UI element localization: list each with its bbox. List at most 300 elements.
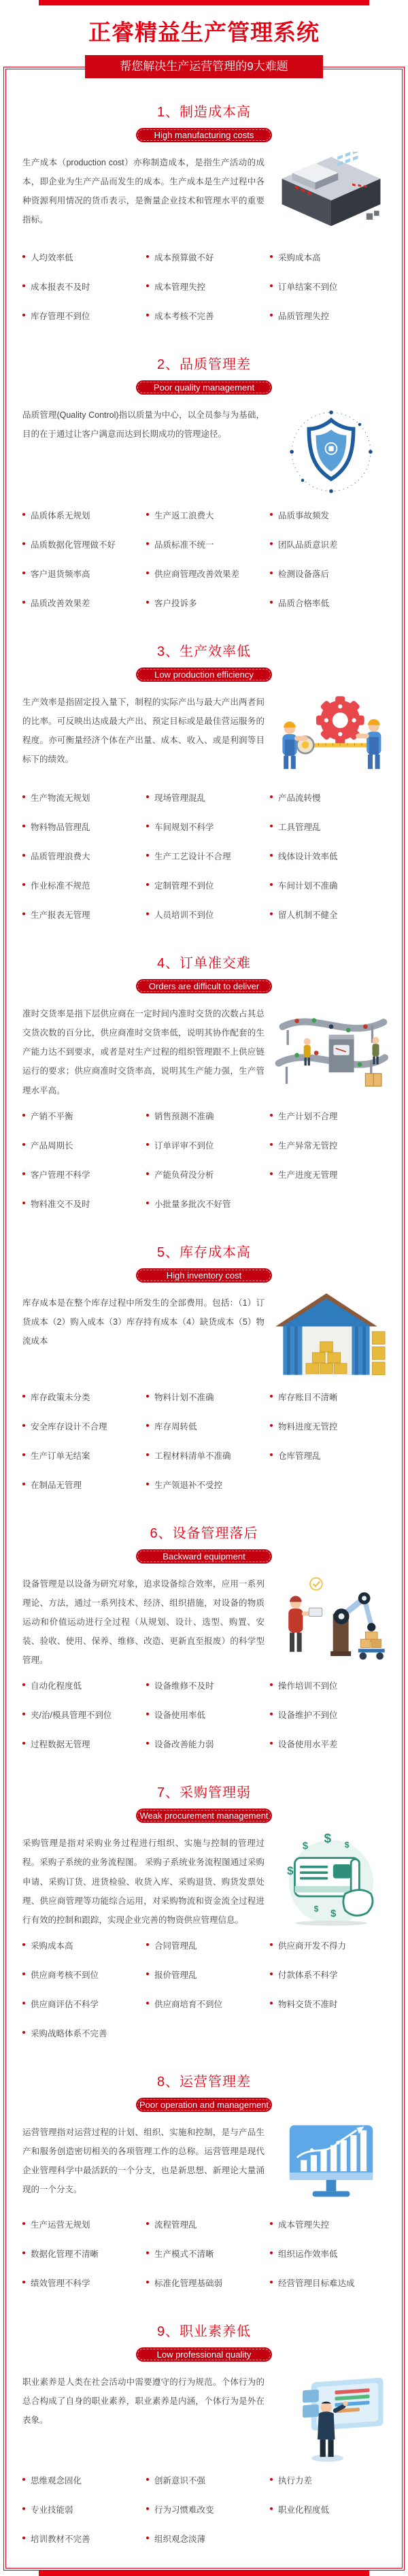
issue-label: 作业标准不规范: [31, 881, 90, 891]
bullet-dot-icon: [146, 1114, 149, 1117]
issue-item: [146, 1168, 266, 1180]
issue-item: [22, 791, 142, 804]
issue-item: [22, 1420, 142, 1432]
issue-item: [146, 879, 266, 891]
section-badge: Weak procurement management: [136, 1809, 272, 1823]
issue-item: [22, 1198, 142, 1210]
issue-item: [146, 1449, 266, 1462]
bullet-dot-icon: [270, 1424, 273, 1427]
bullet-dot-icon: [22, 1172, 25, 1175]
issue-label: 成本管理失控: [278, 2219, 330, 2230]
issue-grid: [14, 499, 394, 609]
issue-label: 采购成本高: [31, 1941, 73, 1951]
bullet-dot-icon: [146, 883, 149, 886]
issue-item: [270, 908, 390, 921]
issue-label: 线体设计效率低: [278, 852, 338, 861]
bullet-dot-icon: [22, 2507, 25, 2510]
issue-label: 生产物流无规划: [31, 793, 90, 803]
section-badge: High inventory cost: [136, 1268, 272, 1283]
bullet-dot-icon: [146, 284, 149, 287]
section-title: 7、采购管理弱: [156, 1785, 252, 1801]
section-title: 5、库存成本高: [156, 1244, 252, 1260]
issue-item: [146, 1391, 266, 1403]
issue-item: [22, 2474, 142, 2486]
issue-item: [22, 1708, 142, 1721]
bullet-dot-icon: [146, 1943, 149, 1946]
section: [14, 952, 394, 1210]
bullet-dot-icon: [270, 2251, 273, 2254]
section-title: 6、设备管理落后: [150, 1525, 258, 1541]
issue-label: 客户退货频率高: [31, 569, 90, 579]
bullet-dot-icon: [22, 1483, 25, 1485]
issue-label: 成本考核不完善: [154, 312, 214, 321]
issue-item: [146, 2503, 266, 2515]
issue-item: [146, 567, 266, 580]
section: [14, 353, 394, 609]
issue-label: 生产订单无结案: [31, 1451, 90, 1461]
issue-label: 生产模式不清晰: [154, 2249, 214, 2259]
bullet-dot-icon: [270, 1395, 273, 1398]
issue-label: 供应商考核不到位: [31, 1970, 99, 1980]
issue-item: [270, 821, 390, 833]
issue-label: 生产计划不合理: [278, 1111, 338, 1121]
issue-label: 品质数据化管理做不好: [31, 540, 116, 550]
svg-text:$: $: [313, 1904, 319, 1914]
bullet-dot-icon: [22, 1683, 25, 1686]
bullet-dot-icon: [146, 1683, 149, 1686]
section-body: [14, 1292, 394, 1381]
bullet-dot-icon: [22, 1395, 25, 1398]
issue-label: 成本报表不及时: [31, 282, 90, 292]
issue-label: 品质管理失控: [278, 312, 330, 321]
warehouse-illustration: [274, 1292, 388, 1381]
issue-item: [22, 850, 142, 862]
content-frame-inner: [5, 69, 403, 2569]
issue-item: [22, 2247, 142, 2260]
issue-item: [22, 2218, 142, 2230]
section-description: 生产成本（production cost）亦称制造成本，是指生产活动的成本，即企业为生产产品而发生的成本。生产成本是生产过程中各种资源利用情况的货币表示，是衡量企业技术和管理水平的重要指标。: [22, 158, 265, 225]
issue-label: 检测设备落后: [278, 569, 330, 579]
issue-label: 报价管理乱: [154, 1970, 197, 1980]
bullet-dot-icon: [146, 2507, 149, 2510]
issue-label: 定制管理不到位: [154, 881, 214, 891]
issue-label: 流程管理乱: [154, 2219, 197, 2230]
issue-label: 付款体系不科学: [278, 1970, 338, 1980]
issue-label: 设备维修不及时: [154, 1681, 214, 1691]
issue-item: [146, 791, 266, 804]
bullet-dot-icon: [270, 2507, 273, 2510]
issue-label: 团队品质意识差: [278, 540, 338, 550]
issue-item: [270, 251, 390, 263]
bullet-dot-icon: [146, 513, 149, 516]
section-description: 库存成本是在整个库存过程中所发生的全部费用。包括：（1）订货成本（2）购入成本（3）库存持有成本（4）缺货成本（5）物流成本: [22, 1298, 265, 1346]
issue-item: [146, 821, 266, 833]
top-accent-bar: [39, 0, 369, 5]
issue-label: 物料准交不及时: [31, 1199, 90, 1209]
issue-item: [146, 1998, 266, 2010]
issue-item: [270, 1998, 390, 2010]
bullet-dot-icon: [22, 1424, 25, 1427]
issue-label: 自动化程度低: [31, 1681, 82, 1691]
issue-item: [270, 2277, 390, 2289]
issue-label: 供应商管理改善效果差: [154, 569, 240, 579]
bullet-dot-icon: [270, 513, 273, 516]
issue-label: 品质合格率低: [278, 599, 330, 608]
chart-monitor-illustration: [274, 2121, 388, 2209]
bullet-dot-icon: [22, 1972, 25, 1975]
bullet-dot-icon: [146, 572, 149, 574]
section-body: [14, 2371, 394, 2464]
issue-label: 产销不平衡: [31, 1111, 73, 1121]
issue-label: 专业技能弱: [31, 2505, 73, 2515]
section-body: [14, 1573, 394, 1670]
section-badge: Backward equipment management: [136, 1549, 272, 1564]
issue-item: [146, 280, 266, 293]
issue-label: 设备使用率低: [154, 1711, 206, 1721]
conveyor-illustration: [274, 1003, 388, 1093]
issue-item: [270, 1139, 390, 1151]
issue-label: 库存管理不到位: [31, 312, 90, 321]
bullet-dot-icon: [146, 1424, 149, 1427]
issue-label: 生产进度无管理: [278, 1170, 338, 1180]
issue-item: [22, 1968, 142, 1981]
issue-label: 思维观念固化: [31, 2475, 82, 2486]
issue-label: 品质事故频发: [278, 511, 330, 521]
issue-label: 供应商开发不得力: [278, 1941, 347, 1951]
payment-card-illustration: [274, 1832, 388, 1928]
issue-item: [146, 1198, 266, 1210]
issue-item: [22, 597, 142, 609]
bullet-dot-icon: [22, 1453, 25, 1456]
issue-item: [270, 1968, 390, 1981]
issue-item: [22, 2532, 142, 2545]
issue-item: [146, 1708, 266, 1721]
issue-label: 创新意识不强: [154, 2475, 206, 2486]
section-badge: High manufacturing costs: [136, 128, 272, 142]
issue-label: 供应商评估不科学: [31, 1999, 99, 2009]
bullet-dot-icon: [270, 314, 273, 316]
bullet-dot-icon: [270, 284, 273, 287]
factory-illustration: [274, 152, 388, 242]
bullet-dot-icon: [22, 2251, 25, 2254]
issue-item: [146, 1110, 266, 1122]
issue-label: 生产领退补不受控: [154, 1480, 223, 1490]
issue-item: [146, 2532, 266, 2545]
issue-item: [22, 2027, 142, 2039]
bullet-dot-icon: [270, 1143, 273, 1146]
bullet-dot-icon: [146, 1172, 149, 1175]
issue-label: 绩效管理不科学: [31, 2278, 90, 2288]
issue-label: 库存周转低: [154, 1421, 197, 1432]
issue-grid: [14, 1381, 394, 1491]
issue-label: 产品流转慢: [278, 793, 321, 803]
issue-label: 物料进度无管控: [278, 1421, 338, 1432]
issue-label: 生产报表无管理: [31, 910, 90, 920]
svg-text:$: $: [344, 1840, 350, 1850]
bullet-dot-icon: [270, 1453, 273, 1456]
bullet-dot-icon: [270, 1742, 273, 1745]
issue-label: 执行力差: [278, 2475, 313, 2486]
bullet-dot-icon: [270, 2281, 273, 2283]
issue-label: 培训教材不完善: [31, 2534, 90, 2544]
issue-label: 销售预测不准确: [154, 1111, 214, 1121]
issue-label: 订单结案不到位: [278, 282, 338, 292]
robot-arm-illustration: [274, 1573, 388, 1666]
issue-item: [270, 850, 390, 862]
bullet-dot-icon: [146, 2281, 149, 2283]
section-body: [14, 1832, 394, 1930]
section-description: 运营管理指对运营过程的计划、组织、实施和控制，是与产品生产和服务创造密切相关的各项管理工作的总称。运营管理是现代企业管理科学中最活跃的一个分支，也是新思想、新理论大量涌现的一个分支。: [22, 2127, 265, 2195]
issue-item: [146, 509, 266, 521]
issue-grid: [14, 1670, 394, 1750]
bullet-dot-icon: [22, 1143, 25, 1146]
bullet-dot-icon: [22, 2222, 25, 2225]
issue-label: 设备使用水平差: [278, 1740, 338, 1750]
section-description: 准时交货率是指下层供应商在一定时间内准时交货的次数占其总交货次数的百分比，供应商准时交货率低，说明其协作配套的生产能力达不到要求，或者是对生产过程的组织管理跟不上供应链运行的要求；供应商准时交货率高，说明其生产能力强，生产管理水平高。: [22, 1009, 265, 1095]
issue-grid: [14, 2209, 394, 2289]
issue-item: [22, 1449, 142, 1462]
section: [14, 1241, 394, 1491]
issue-label: 仓库管理乱: [278, 1451, 321, 1461]
issue-item: [22, 1479, 142, 1491]
issue-label: 在制品无管理: [31, 1480, 82, 1490]
bullet-dot-icon: [22, 854, 25, 857]
issue-label: 职业化程度低: [278, 2505, 330, 2515]
bullet-dot-icon: [270, 2222, 273, 2225]
issue-label: 合同管理乱: [154, 1941, 197, 1951]
bullet-dot-icon: [146, 795, 149, 798]
issue-item: [146, 251, 266, 263]
issue-item: [146, 2247, 266, 2260]
issue-label: 设备维护不到位: [278, 1711, 338, 1721]
bullet-dot-icon: [22, 2002, 25, 2004]
issue-label: 产能负荷没分析: [154, 1170, 214, 1180]
issue-label: 操作培训不到位: [278, 1681, 338, 1691]
bullet-dot-icon: [146, 912, 149, 915]
bullet-dot-icon: [22, 1202, 25, 1204]
issue-item: [22, 1168, 142, 1180]
bullet-dot-icon: [146, 2251, 149, 2254]
sections-container: [14, 101, 394, 2545]
issue-label: 车间计划不准确: [278, 881, 338, 891]
section-title: 3、生产效率低: [156, 644, 252, 659]
bullet-dot-icon: [270, 795, 273, 798]
issue-item: [22, 1939, 142, 1951]
issue-label: 客户管理不科学: [31, 1170, 90, 1180]
issue-label: 品质管理浪费大: [31, 852, 90, 861]
issue-label: 行为习惯难改变: [154, 2505, 214, 2515]
bullet-dot-icon: [270, 1943, 273, 1946]
bullet-dot-icon: [22, 795, 25, 798]
bullet-dot-icon: [146, 1972, 149, 1975]
bullet-dot-icon: [22, 2281, 25, 2283]
issue-item: [270, 280, 390, 293]
bullet-dot-icon: [146, 1395, 149, 1398]
bullet-dot-icon: [270, 883, 273, 886]
bullet-dot-icon: [22, 542, 25, 545]
bullet-dot-icon: [270, 255, 273, 258]
bullet-dot-icon: [146, 1453, 149, 1456]
bullet-dot-icon: [146, 2222, 149, 2225]
issue-item: [22, 1679, 142, 1691]
section: [14, 640, 394, 921]
section-title: 2、品质管理差: [156, 357, 252, 372]
issue-item: [22, 567, 142, 580]
issue-label: 品质体系无规划: [31, 511, 90, 521]
issue-label: 留人机制不健全: [278, 910, 338, 920]
content-frame: [3, 67, 405, 2571]
issue-item: [270, 509, 390, 521]
issue-item: [146, 1420, 266, 1432]
bullet-dot-icon: [146, 2002, 149, 2004]
section: [14, 2320, 394, 2545]
issue-item: [270, 2247, 390, 2260]
bullet-dot-icon: [22, 883, 25, 886]
issue-item: [270, 2218, 390, 2230]
issue-label: 数据化管理不清晰: [31, 2249, 99, 2259]
issue-item: [270, 1168, 390, 1180]
bullet-dot-icon: [22, 284, 25, 287]
bullet-dot-icon: [22, 1114, 25, 1117]
issue-grid: [14, 1930, 394, 2039]
bullet-dot-icon: [270, 601, 273, 604]
issue-item: [270, 538, 390, 550]
issue-label: 工具管理乱: [278, 823, 321, 832]
issue-label: 经营管理目标难达成: [278, 2278, 355, 2288]
issue-item: [22, 1738, 142, 1750]
issue-item: [146, 1679, 266, 1691]
bullet-dot-icon: [146, 1202, 149, 1204]
bullet-dot-icon: [270, 1683, 273, 1686]
issue-label: 组织观念淡薄: [154, 2534, 206, 2544]
section-title: 9、职业素养低: [156, 2324, 252, 2339]
bullet-dot-icon: [22, 1713, 25, 1715]
section-body: [14, 1003, 394, 1100]
issue-item: [270, 1708, 390, 1721]
issue-item: [270, 310, 390, 322]
issue-item: [270, 567, 390, 580]
issue-label: 物料物品管理乱: [31, 823, 90, 832]
issue-item: [146, 2474, 266, 2486]
bullet-dot-icon: [22, 572, 25, 574]
section-badge: Orders are difficult to deliver: [136, 979, 272, 993]
issue-label: 安全库存设计不合理: [31, 1421, 107, 1432]
issue-item: [22, 251, 142, 263]
issue-item: [22, 2503, 142, 2515]
quality-shield-illustration: [274, 404, 388, 499]
bullet-dot-icon: [270, 1972, 273, 1975]
issue-label: 小批量多批次不好管: [154, 1199, 231, 1209]
issue-grid: [14, 242, 394, 322]
issue-item: [146, 1479, 266, 1491]
issue-label: 成本预算做不好: [154, 253, 214, 263]
issue-item: [270, 1391, 390, 1403]
bullet-dot-icon: [22, 912, 25, 915]
section-description: 采购管理是指对采购业务过程进行组织、实施与控制的管理过程。采购子系统的业务流程图。 采购子系统业务流程图通过采购申请、采购订货、进货检验、收货入库、采购退货、购货发票处理、供应商管理等功能综合运用，对采购物流和资金流全过程进行有效的控制和跟踪，实现企业完善的物资供应管理信息。: [22, 1838, 265, 1925]
workers-gear-illustration: [274, 691, 388, 782]
section-body: [14, 152, 394, 242]
section-title: 4、订单准交难: [156, 956, 252, 971]
presenter-illustration: [274, 2371, 388, 2464]
section-badge: Poor operation and management: [136, 2098, 272, 2112]
issue-grid: [14, 782, 394, 921]
issue-item: [146, 1968, 266, 1981]
issue-label: 客户投诉多: [154, 599, 197, 608]
issue-label: 库存政策未分类: [31, 1392, 90, 1402]
issue-item: [22, 821, 142, 833]
issue-item: [270, 1939, 390, 1951]
issue-item: [22, 310, 142, 322]
issue-label: 人均效率低: [31, 253, 73, 263]
section-description: 设备管理是以设备为研究对象，追求设备综合效率，应用一系列理论、方法，通过一系列技术、经济、组织措施，对设备的物质运动和价值运动进行全过程（从规划、设计、选型、购置、安装、验收、使用、保养、维修、改造、更新直至报废）的科学型管理。: [22, 1579, 265, 1666]
section-badge: Low production efficiency: [136, 667, 272, 682]
issue-item: [270, 791, 390, 804]
issue-item: [146, 908, 266, 921]
issue-item: [270, 1738, 390, 1750]
section-badge: Low professional quality: [136, 2347, 272, 2362]
bullet-dot-icon: [270, 854, 273, 857]
svg-text:$: $: [287, 1864, 294, 1878]
svg-text:$: $: [324, 1832, 332, 1846]
bullet-dot-icon: [270, 542, 273, 545]
issue-label: 过程数据无管理: [31, 1740, 90, 1750]
issue-label: 车间规划不科学: [154, 823, 214, 832]
bullet-dot-icon: [270, 825, 273, 827]
issue-item: [22, 1110, 142, 1122]
bullet-dot-icon: [146, 1483, 149, 1485]
section: [14, 101, 394, 322]
issue-label: 库存账目不清晰: [278, 1392, 338, 1402]
bullet-dot-icon: [270, 912, 273, 915]
section-title: 1、制造成本高: [156, 105, 252, 120]
bullet-dot-icon: [22, 314, 25, 316]
issue-item: [22, 280, 142, 293]
bullet-dot-icon: [270, 2478, 273, 2481]
issue-item: [146, 2277, 266, 2289]
svg-text:$: $: [330, 1908, 337, 1920]
issue-label: 采购成本高: [278, 253, 321, 263]
issue-item: [270, 1679, 390, 1691]
bullet-dot-icon: [22, 601, 25, 604]
issue-item: [22, 1139, 142, 1151]
issue-label: 工程材料清单不准确: [154, 1451, 231, 1461]
section-body: [14, 404, 394, 499]
issue-item: [270, 2503, 390, 2515]
issue-item: [270, 1449, 390, 1462]
issue-grid: [14, 2464, 394, 2545]
issue-item: [22, 1998, 142, 2010]
issue-item: [146, 1139, 266, 1151]
issue-label: 品质标准不统一: [154, 540, 214, 550]
issue-item: [146, 2218, 266, 2230]
bullet-dot-icon: [270, 2002, 273, 2004]
section-title: 8、运营管理差: [156, 2074, 252, 2090]
issue-grid: [14, 1100, 394, 1210]
issue-item: [22, 908, 142, 921]
issue-item: [22, 879, 142, 891]
issue-label: 生产返工浪费大: [154, 511, 214, 521]
section-description: 职业素养是人类在社会活动中需要遵守的行为规范。个体行为的总合构成了自身的职业素养，职业素养是内涵，个体行为是外在表象。: [22, 2377, 265, 2426]
issue-label: 生产异常无管控: [278, 1140, 338, 1151]
issue-label: 标准化管理基础弱: [154, 2278, 223, 2288]
section: [14, 2070, 394, 2289]
issue-item: [270, 879, 390, 891]
bullet-dot-icon: [22, 1742, 25, 1745]
bullet-dot-icon: [22, 2537, 25, 2539]
issue-label: 成本管理失控: [154, 282, 206, 292]
bullet-dot-icon: [146, 2478, 149, 2481]
issue-label: 生产工艺设计不合理: [154, 852, 231, 861]
